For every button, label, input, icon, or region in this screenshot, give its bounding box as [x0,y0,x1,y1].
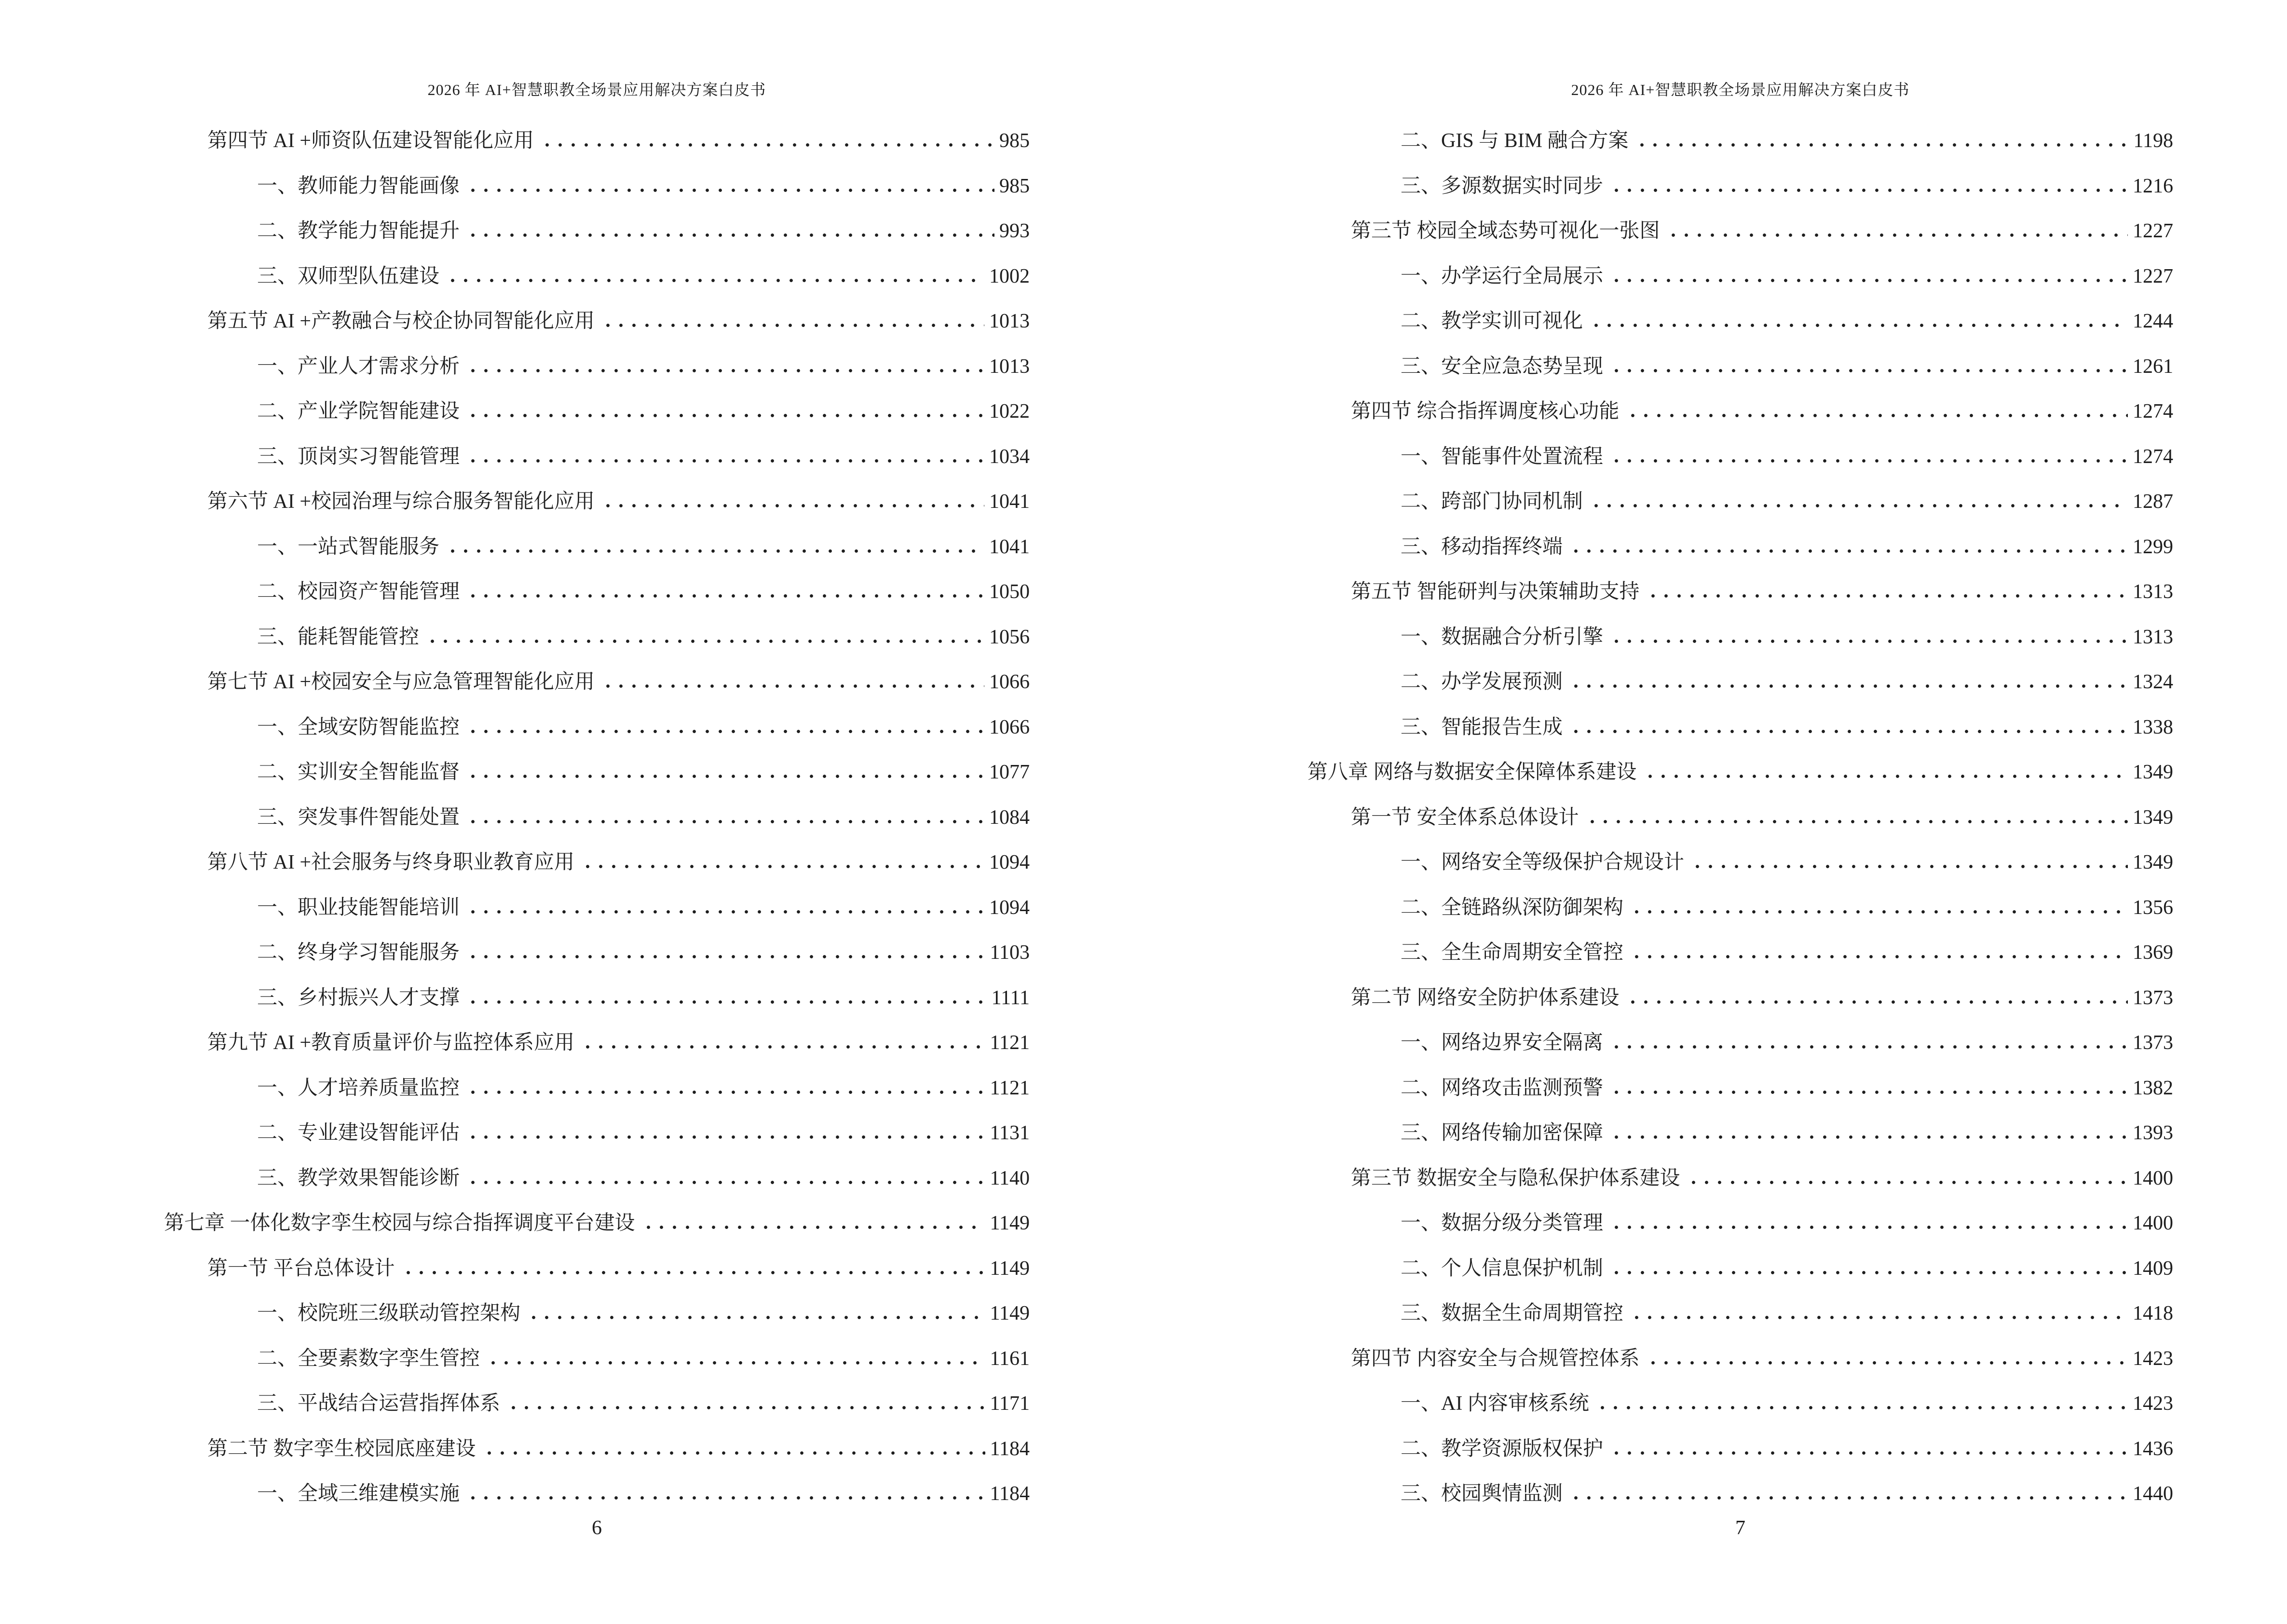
dot-leader [1610,1090,2128,1094]
toc-entry [1307,886,2173,931]
toc-entry [164,435,1030,480]
dot-leader [1610,368,2128,373]
toc-entry-title: 一、教师能力智能画像 [257,175,460,197]
toc-entry-page-number: 1002 [989,265,1030,287]
toc-entry-page-number: 1022 [989,400,1030,423]
dot-leader [1569,684,2128,688]
toc-entry-title: 二、教学资源版权保护 [1401,1437,1604,1460]
toc-entry [1307,976,2173,1021]
dot-leader [1687,1180,2128,1185]
toc-entry-page-number: 1034 [989,445,1030,468]
toc-entry-page-number: 1140 [990,1167,1030,1189]
toc-entry-page-number: 1084 [989,806,1030,829]
dot-leader [1569,729,2128,734]
toc-entry-title: 一、网络安全等级保护合规设计 [1401,851,1685,873]
toc-entry-title: 二、GIS 与 BIM 融合方案 [1401,130,1629,152]
toc-entry [164,1381,1030,1427]
dot-leader [483,1451,985,1455]
toc-entry [1307,389,2173,435]
toc-entry-page-number: 1423 [2133,1392,2173,1415]
toc-entry-page-number: 1313 [2133,581,2173,603]
toc-entry-page-number: 1121 [990,1077,1030,1099]
toc-entry [164,1156,1030,1201]
dot-leader [466,1135,985,1139]
dot-leader [1691,864,2128,869]
toc-entry-page-number: 1382 [2133,1077,2173,1099]
toc-entry-page-number: 1274 [2133,445,2173,468]
toc-entry-title: 二、终身学习智能服务 [257,942,460,964]
toc-entry-title: 一、职业技能智能培训 [257,896,460,919]
toc-entry-page-number: 1013 [989,355,1030,378]
toc-entry-title: 一、一站式智能服务 [257,535,440,558]
toc-entry [164,1337,1030,1382]
dot-leader [581,1045,985,1049]
dot-leader [466,1180,985,1185]
toc-entry [1307,1381,2173,1427]
toc-entry-title: 一、全域安防智能监控 [257,716,460,738]
toc-entry-title: 二、全要素数字孪生管控 [257,1347,480,1370]
dot-leader [466,233,994,237]
toc-entry-title: 三、双师型队伍建设 [257,265,440,287]
toc-entry [164,705,1030,751]
toc-entry [1307,164,2173,209]
toc-entry-page-number: 1066 [989,716,1030,738]
dot-leader [1647,1361,2128,1365]
toc-entry [164,930,1030,976]
dot-leader [541,143,994,147]
toc-entry-title: 三、能耗智能管控 [257,626,420,648]
toc-entry-title: 二、教学实训可视化 [1401,310,1583,332]
dot-leader [1644,774,2128,778]
dot-leader [1586,819,2128,824]
toc-entry-page-number: 1121 [990,1032,1030,1054]
toc-entry-page-number: 1131 [990,1122,1030,1144]
dot-leader [1647,594,2128,598]
toc-entry [164,1246,1030,1292]
toc-entry-page-number: 1149 [990,1212,1030,1234]
toc-entry-page-number: 1244 [2133,310,2173,332]
dot-leader [1630,910,2128,914]
toc-entry [1307,1066,2173,1111]
toc-entry [1307,930,2173,976]
toc-entry-title: 一、AI 内容审核系统 [1401,1392,1589,1415]
page-number-footer-right: 7 [1735,1517,1745,1539]
toc-entry-title: 二、全链路纵深防御架构 [1401,896,1624,919]
page-number-footer-left: 6 [592,1517,602,1539]
toc-entry-page-number: 1103 [990,942,1030,964]
toc-entry [1307,254,2173,300]
toc-entry-page-number: 1436 [2133,1437,2173,1460]
toc-entry-page-number: 1111 [991,986,1030,1009]
dot-leader [1610,278,2128,283]
toc-entry [164,1427,1030,1472]
toc-entry [1307,119,2173,164]
toc-entry-page-number: 1227 [2133,265,2173,287]
dot-leader [446,278,984,283]
toc-entry-page-number: 1356 [2133,896,2173,919]
toc-entry-page-number: 1400 [2133,1167,2173,1189]
dot-leader [1667,233,2128,237]
dot-leader [466,1000,987,1004]
toc-entry [164,840,1030,886]
dot-leader [1610,1225,2128,1229]
dot-leader [466,1496,985,1500]
toc-entry-title: 三、顶岗实习智能管理 [257,445,460,468]
dot-leader [1635,143,2129,147]
toc-entry-title: 一、数据融合分析引擎 [1401,626,1604,648]
toc-entry [164,389,1030,435]
toc-entry-page-number: 1013 [989,310,1030,332]
toc-entry-title: 三、数据全生命周期管控 [1401,1302,1624,1324]
toc-entry [164,570,1030,615]
toc-entry [164,1291,1030,1337]
toc-entry-page-number: 1338 [2133,716,2173,738]
toc-entry-title: 三、乡村振兴人才支撑 [257,986,460,1009]
toc-entry [164,795,1030,841]
toc-entry-page-number: 1423 [2133,1347,2173,1370]
toc-entry [1307,705,2173,751]
toc-entry [164,1066,1030,1111]
toc-entry-title: 第五节 智能研判与决策辅助支持 [1351,581,1640,603]
toc-entry-page-number: 1149 [990,1302,1030,1324]
dot-leader [1626,413,2128,418]
toc-entry-page-number: 985 [999,130,1030,152]
toc-entry-title: 第四节 AI +师资队伍建设智能化应用 [207,130,534,152]
toc-entry-page-number: 1418 [2133,1302,2173,1324]
toc-entry [164,119,1030,164]
toc-entry [164,1201,1030,1246]
toc-entry-title: 三、智能报告生成 [1401,716,1563,738]
toc-entry-title: 三、安全应急态势呈现 [1401,355,1604,378]
toc-entry [1307,1246,2173,1292]
dot-leader [466,955,985,959]
dot-leader [601,323,984,328]
dot-leader [1626,1000,2128,1004]
toc-entry [164,164,1030,209]
toc-entry [164,1021,1030,1066]
toc-entry [1307,570,2173,615]
dot-leader [466,413,984,418]
toc-entry-page-number: 1369 [2133,942,2173,964]
toc-entry-page-number: 985 [999,175,1030,197]
toc-entry-page-number: 1287 [2133,491,2173,513]
toc-entry-page-number: 1349 [2133,761,2173,783]
toc-entry [1307,1291,2173,1337]
toc-entry-page-number: 1440 [2133,1483,2173,1505]
page-right [1144,0,2287,1624]
toc-entry [1307,525,2173,570]
toc-entry-title: 第一节 平台总体设计 [207,1257,395,1280]
toc-entry [164,299,1030,344]
toc-entry-page-number: 1393 [2133,1122,2173,1144]
toc-entry-page-number: 1373 [2133,1032,2173,1054]
toc-entry-title: 第八节 AI +社会服务与终身职业教育应用 [207,851,575,873]
toc-entry-title: 三、突发事件智能处置 [257,806,460,829]
dot-leader [466,819,984,824]
toc-entry-page-number: 1216 [2133,175,2173,197]
dot-leader [507,1406,985,1410]
toc-entry-page-number: 1094 [989,851,1030,873]
dot-leader [1610,639,2128,643]
toc-entry [1307,750,2173,795]
toc-entry-page-number: 1041 [989,491,1030,513]
toc-entry-title: 第八章 网络与数据安全保障体系建设 [1307,761,1637,783]
toc-entry-title: 第七章 一体化数字孪生校园与综合指挥调度平台建设 [164,1212,635,1234]
toc-entry-title: 二、产业学院智能建设 [257,400,460,423]
toc-entry-page-number: 1400 [2133,1212,2173,1234]
toc-entry-title: 二、教学能力智能提升 [257,220,460,242]
toc-entry-title: 第七节 AI +校园安全与应急管理智能化应用 [207,671,595,693]
dot-leader [1596,1406,2128,1410]
toc-entry-page-number: 1056 [989,626,1030,648]
toc-entry-page-number: 1261 [2133,355,2173,378]
toc-entry-page-number: 1409 [2133,1257,2173,1280]
toc-entry-title: 二、网络攻击监测预警 [1401,1077,1604,1099]
toc-entry [164,1111,1030,1156]
toc-entry-title: 一、智能事件处置流程 [1401,445,1604,468]
toc-entry-title: 三、网络传输加密保障 [1401,1122,1604,1144]
toc-entry [1307,795,2173,841]
toc-entry [1307,615,2173,660]
dot-leader [1610,1270,2128,1275]
toc-entry-page-number: 993 [999,220,1030,242]
dot-leader [1610,188,2128,192]
page-header-title: 2026 年 AI+智慧职教全场景应用解决方案白皮书 [1571,81,1910,98]
toc-entry-title: 二、实训安全智能监督 [257,761,460,783]
toc-entry-page-number: 1077 [989,761,1030,783]
toc-entry-page-number: 1349 [2133,806,2173,829]
toc-entry [1307,1021,2173,1066]
dot-leader [466,594,984,598]
dot-leader [466,1090,985,1094]
dot-leader [642,1225,985,1229]
toc-entry [164,660,1030,705]
dot-leader [466,459,984,463]
toc-entry [164,525,1030,570]
dot-leader [1590,504,2128,508]
toc-entry-page-number: 1184 [990,1483,1030,1505]
toc-entry-title: 二、专业建设智能评估 [257,1122,460,1144]
dot-leader [1630,1315,2128,1320]
dot-leader [466,910,984,914]
dot-leader [487,1361,985,1365]
toc-entry [1307,1156,2173,1201]
toc-entry [1307,1427,2173,1472]
toc-entry [1307,209,2173,254]
toc-entry-title: 第三节 数据安全与隐私保护体系建设 [1351,1167,1680,1189]
toc-entry [1307,1472,2173,1517]
toc-entry-title: 三、平战结合运营指挥体系 [257,1392,501,1415]
toc-entry-title: 第九节 AI +教育质量评价与监控体系应用 [207,1032,575,1054]
toc-entry [164,976,1030,1021]
dot-leader [1610,459,2128,463]
dot-leader [402,1270,985,1275]
toc-entry [164,886,1030,931]
toc-entry-title: 第五节 AI +产教融合与校企协同智能化应用 [207,310,595,332]
toc-entry [1307,1111,2173,1156]
toc-entry [164,209,1030,254]
toc-entry-page-number: 1041 [989,535,1030,558]
toc-entry-title: 第一节 安全体系总体设计 [1351,806,1579,829]
dot-leader [1590,323,2128,328]
toc-entry [164,479,1030,525]
toc-entry [1307,660,2173,705]
toc-entry [1307,435,2173,480]
toc-entry-title: 三、多源数据实时同步 [1401,175,1604,197]
toc-entry-title: 二、校园资产智能管理 [257,581,460,603]
dot-leader [1610,1451,2128,1455]
toc-entry-title: 一、全域三维建模实施 [257,1483,460,1505]
dot-leader [581,864,984,869]
toc-entry-title: 一、产业人才需求分析 [257,355,460,378]
toc-entry-title: 第三节 校园全域态势可视化一张图 [1351,220,1660,242]
toc-list-right [1307,119,2173,1517]
toc-entry-title: 第六节 AI +校园治理与综合服务智能化应用 [207,491,595,513]
toc-entry-title: 三、教学效果智能诊断 [257,1167,460,1189]
toc-entry [164,615,1030,660]
toc-entry-title: 第四节 内容安全与合规管控体系 [1351,1347,1640,1370]
toc-entry-page-number: 1324 [2133,671,2173,693]
toc-entry-page-number: 1274 [2133,400,2173,423]
toc-entry-page-number: 1313 [2133,626,2173,648]
toc-entry-title: 一、网络边界安全隔离 [1401,1032,1604,1054]
dot-leader [1569,549,2128,553]
toc-entry-title: 第二节 数字孪生校园底座建设 [207,1437,476,1460]
dot-leader [446,549,984,553]
toc-entry-page-number: 1184 [990,1437,1030,1460]
toc-entry [1307,1201,2173,1246]
toc-entry [164,1472,1030,1517]
toc-entry [1307,344,2173,390]
toc-entry-page-number: 1161 [990,1347,1030,1370]
toc-entry-page-number: 1373 [2133,986,2173,1009]
dot-leader [466,729,984,734]
page-header-title: 2026 年 AI+智慧职教全场景应用解决方案白皮书 [427,81,766,98]
toc-entry-title: 一、人才培养质量监控 [257,1077,460,1099]
toc-entry-title: 一、办学运行全局展示 [1401,265,1604,287]
toc-entry-title: 一、校院班三级联动管控架构 [257,1302,521,1324]
dot-leader [1569,1496,2128,1500]
dot-leader [466,774,984,778]
toc-entry [164,750,1030,795]
toc-entry-title: 二、个人信息保护机制 [1401,1257,1604,1280]
toc-entry-page-number: 1050 [989,581,1030,603]
toc-entry-page-number: 1198 [2133,130,2173,152]
toc-entry [164,254,1030,300]
toc-entry [1307,299,2173,344]
toc-entry [1307,1337,2173,1382]
dot-leader [466,188,994,192]
toc-entry-page-number: 1299 [2133,535,2173,558]
dot-leader [527,1315,985,1320]
toc-entry [1307,840,2173,886]
dot-leader [1610,1135,2128,1139]
dot-leader [601,684,984,688]
toc-entry-title: 三、校园舆情监测 [1401,1483,1563,1505]
dot-leader [466,368,984,373]
toc-entry-title: 三、移动指挥终端 [1401,535,1563,558]
toc-entry [164,344,1030,390]
toc-entry-title: 第二节 网络安全防护体系建设 [1351,986,1620,1009]
toc-entry-title: 三、全生命周期安全管控 [1401,942,1624,964]
toc-entry-page-number: 1094 [989,896,1030,919]
toc-entry-page-number: 1349 [2133,851,2173,873]
dot-leader [601,504,984,508]
toc-list-left [164,119,1030,1517]
dot-leader [426,639,984,643]
toc-entry-page-number: 1171 [990,1392,1030,1415]
toc-entry-title: 第四节 综合指挥调度核心功能 [1351,400,1620,423]
toc-entry-page-number: 1227 [2133,220,2173,242]
toc-entry-title: 一、数据分级分类管理 [1401,1212,1604,1234]
toc-entry-page-number: 1149 [990,1257,1030,1280]
toc-entry-title: 二、跨部门协同机制 [1401,491,1583,513]
toc-entry-title: 二、办学发展预测 [1401,671,1563,693]
toc-entry [1307,479,2173,525]
dot-leader [1610,1045,2128,1049]
toc-entry-page-number: 1066 [989,671,1030,693]
dot-leader [1630,955,2128,959]
